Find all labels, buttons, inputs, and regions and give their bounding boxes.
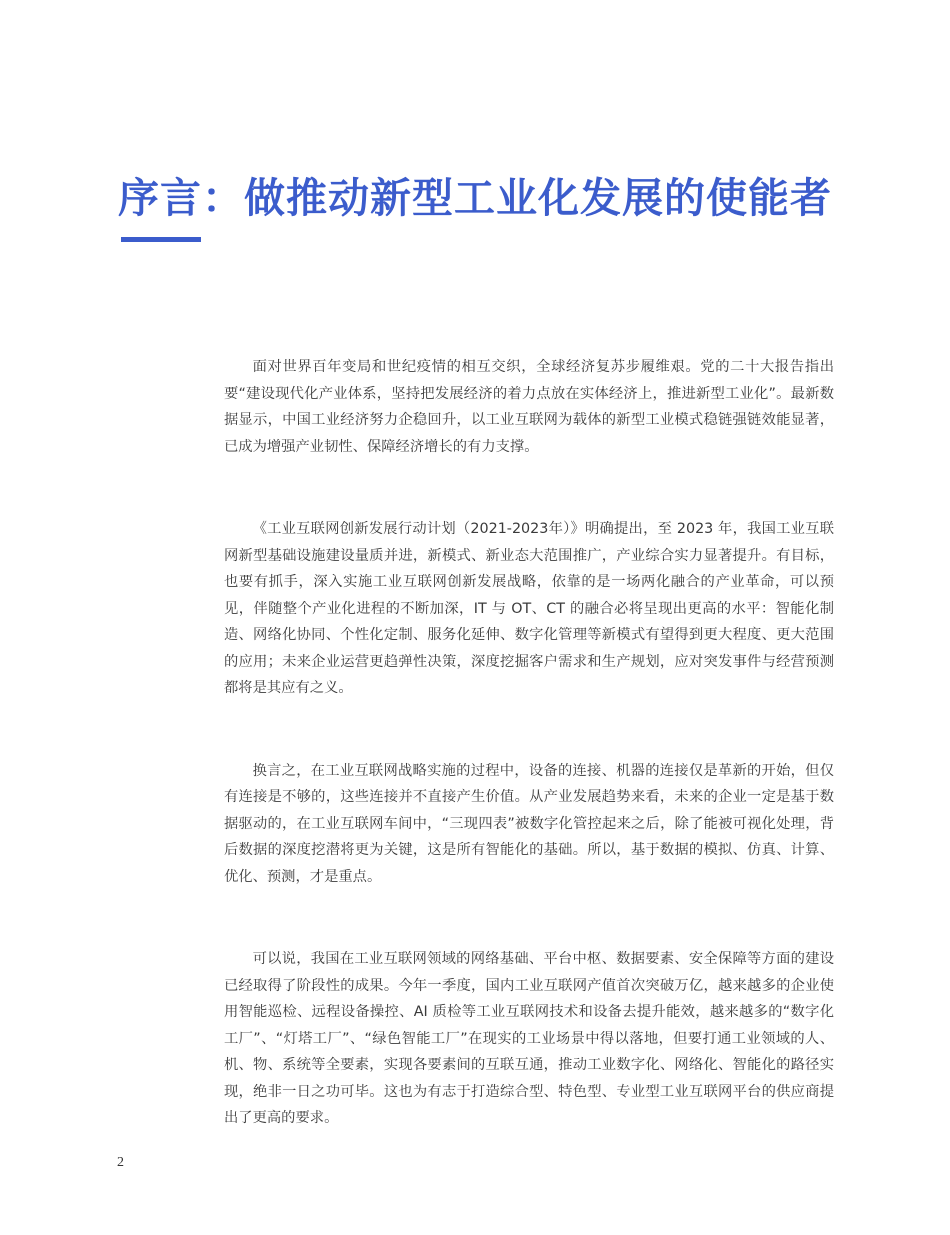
page-number: 2 <box>117 1155 124 1170</box>
title-underline-bar <box>121 237 201 242</box>
paragraph-4: 可以说，我国在工业互联网领域的网络基础、平台中枢、数据要素、安全保障等方面的建设已经取得了阶段性的成果。今年一季度，国内工业互联网产值首次突破万亿，越来越多的企业使用智能巡检、远程设备操控、AI 质检等工业互联网技术和设备去提升能效，越来越多的“数字化工厂”、“灯塔工厂”、“绿色智能工厂”在现实的工业场景中得以落地，但要打通工业领域的人、机、物、系统等全要素，实现各要素间的互联互通，推动工业数字化、网络化、智能化的路径实现，绝非一日之功可毕。这也为有志于打造综合型、特色型、专业型工业互联网平台的供应商提出了更高的要求。 <box>224 951 834 1126</box>
body-text <box>224 354 834 1188</box>
page-title: 序言：做推动新型工业化发展的使能者 <box>118 174 832 222</box>
paragraph-3: 换言之，在工业互联网战略实施的过程中，设备的连接、机器的连接仅是革新的开始，但仅有连接是不够的，这些连接并不直接产生价值。从产业发展趋势来看，未来的企业一定是基于数据驱动的，在工业互联网车间中，“三现四表”被数字化管控起来之后，除了能被可视化处理，背后数据的深度挖潜将更为关键，这是所有智能化的基础。所以，基于数据的模拟、仿真、计算、优化、预测，才是重点。 <box>224 762 834 885</box>
paragraph-2: 《工业互联网创新发展行动计划（2021-2023年）》明确提出，至 2023 年，我国工业互联网新型基础设施建设量质并进，新模式、新业态大范围推广，产业综合实力显著提升。有目标，也要有抓手，深入实施工业互联网创新发展战略，依靠的是一场两化融合的产业革命，可以预见，伴随整个产业化进程的不断加深，IT 与 OT、CT 的融合必将呈现出更高的水平：智能化制造、网络化协同、个性化定制、服务化延伸、数字化管理等新模式有望得到更大程度、更大范围的应用；未来企业运营更趋弹性决策，深度挖掘客户需求和生产规划，应对突发事件与经营预测都将是其应有之义。 <box>224 521 834 696</box>
paragraph-1: 面对世界百年变局和世纪疫情的相互交织，全球经济复苏步履维艰。党的二十大报告指出要“建设现代化产业体系，坚持把发展经济的着力点放在实体经济上，推进新型工业化”。最新数据显示，中国工业经济努力企稳回升，以工业互联网为载体的新型工业模式稳链强链效能显著，已成为增强产业韧性、保障经济增长的有力支撑。 <box>224 359 834 455</box>
